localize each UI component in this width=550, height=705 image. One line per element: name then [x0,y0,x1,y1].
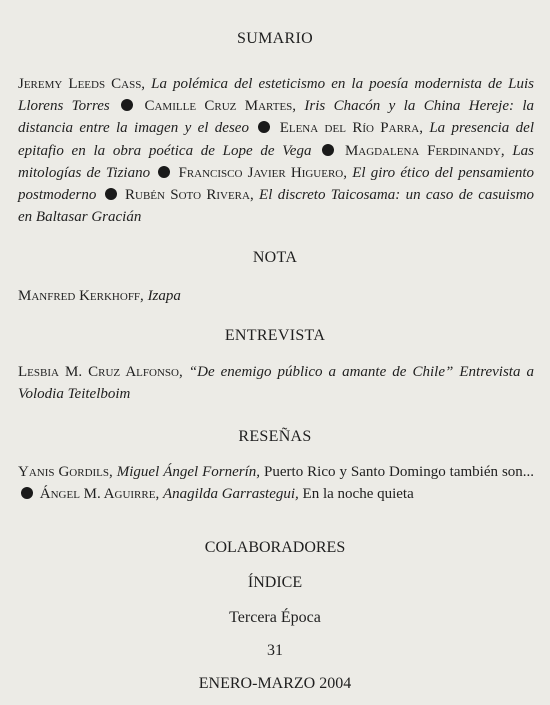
resena-author-1: Yanis Gordils, [18,464,113,480]
title-6: El discreto Taicosama: un caso de casuismo en Baltasar Gracián [18,187,535,226]
bullet-icon [158,166,170,178]
sumario-heading: SUMARIO [237,30,313,47]
bullet-icon [322,144,334,156]
nota-author: Manfred Kerkhoff, [18,288,144,304]
entrevista-title: “De enemigo público a amante de Chile” Entrevista a Volodia Teitelboim [18,364,535,403]
title-1: La polémica del esteticismo en la poesía modernista de Luis Llorens Torres [18,76,535,115]
title-3: La presencia del epitafio en la obra poética de Lope de Vega [18,120,534,159]
author-4: Magdalena Ferdinandy, [344,142,505,159]
author-2: Camille Cruz Martes, [144,98,297,115]
bullet-icon [121,99,133,111]
title-4: Las mitologías de Tiziano [18,142,535,181]
resena-title-2: Anagilda Garrastegui, [162,486,299,503]
issue-date: ENERO-MARZO 2004 [198,675,352,692]
title-2: Iris Chacón y la China Hereje: la distancia entre la imagen y el deseo [18,98,535,137]
nota-entry [18,285,534,307]
epoca-label: Tercera Época [229,609,321,626]
entrevista-author: Lesbia M. Cruz Alfonso, [18,364,183,380]
resena-text-1: Puerto Rico y Santo Domingo también son... [264,464,535,480]
resenas-heading: RESEÑAS [238,428,312,445]
nota-heading: NOTA [252,249,298,266]
author-5: Francisco Javier Higuero, [178,164,347,181]
entrevista-heading: ENTREVISTA [224,327,326,344]
bullet-icon [105,188,117,200]
resenas-entries [18,461,534,505]
colaboradores-heading: COLABORADORES [204,539,346,556]
author-6: Rubén Soto Rivera, [125,187,254,204]
indice-heading: ÍNDICE [247,574,303,591]
author-3: Elena del Río Parra, [279,120,423,137]
resena-title-1: Miguel Ángel Fornerín, [116,464,261,480]
resena-author-2: Ángel M. Aguirre, [39,486,160,503]
title-5: El giro ético del pensamiento postmoderno [18,164,535,204]
entrevista-entry [18,361,534,405]
bullet-icon [21,487,33,499]
author-1: Jeremy Leeds Cass, [18,76,146,92]
resena-text-2: En la noche quieta [302,486,414,503]
issue-number: 31 [267,642,283,659]
sumario-entries [18,73,534,228]
nota-title: Izapa [147,288,181,304]
bullet-icon [258,121,270,133]
